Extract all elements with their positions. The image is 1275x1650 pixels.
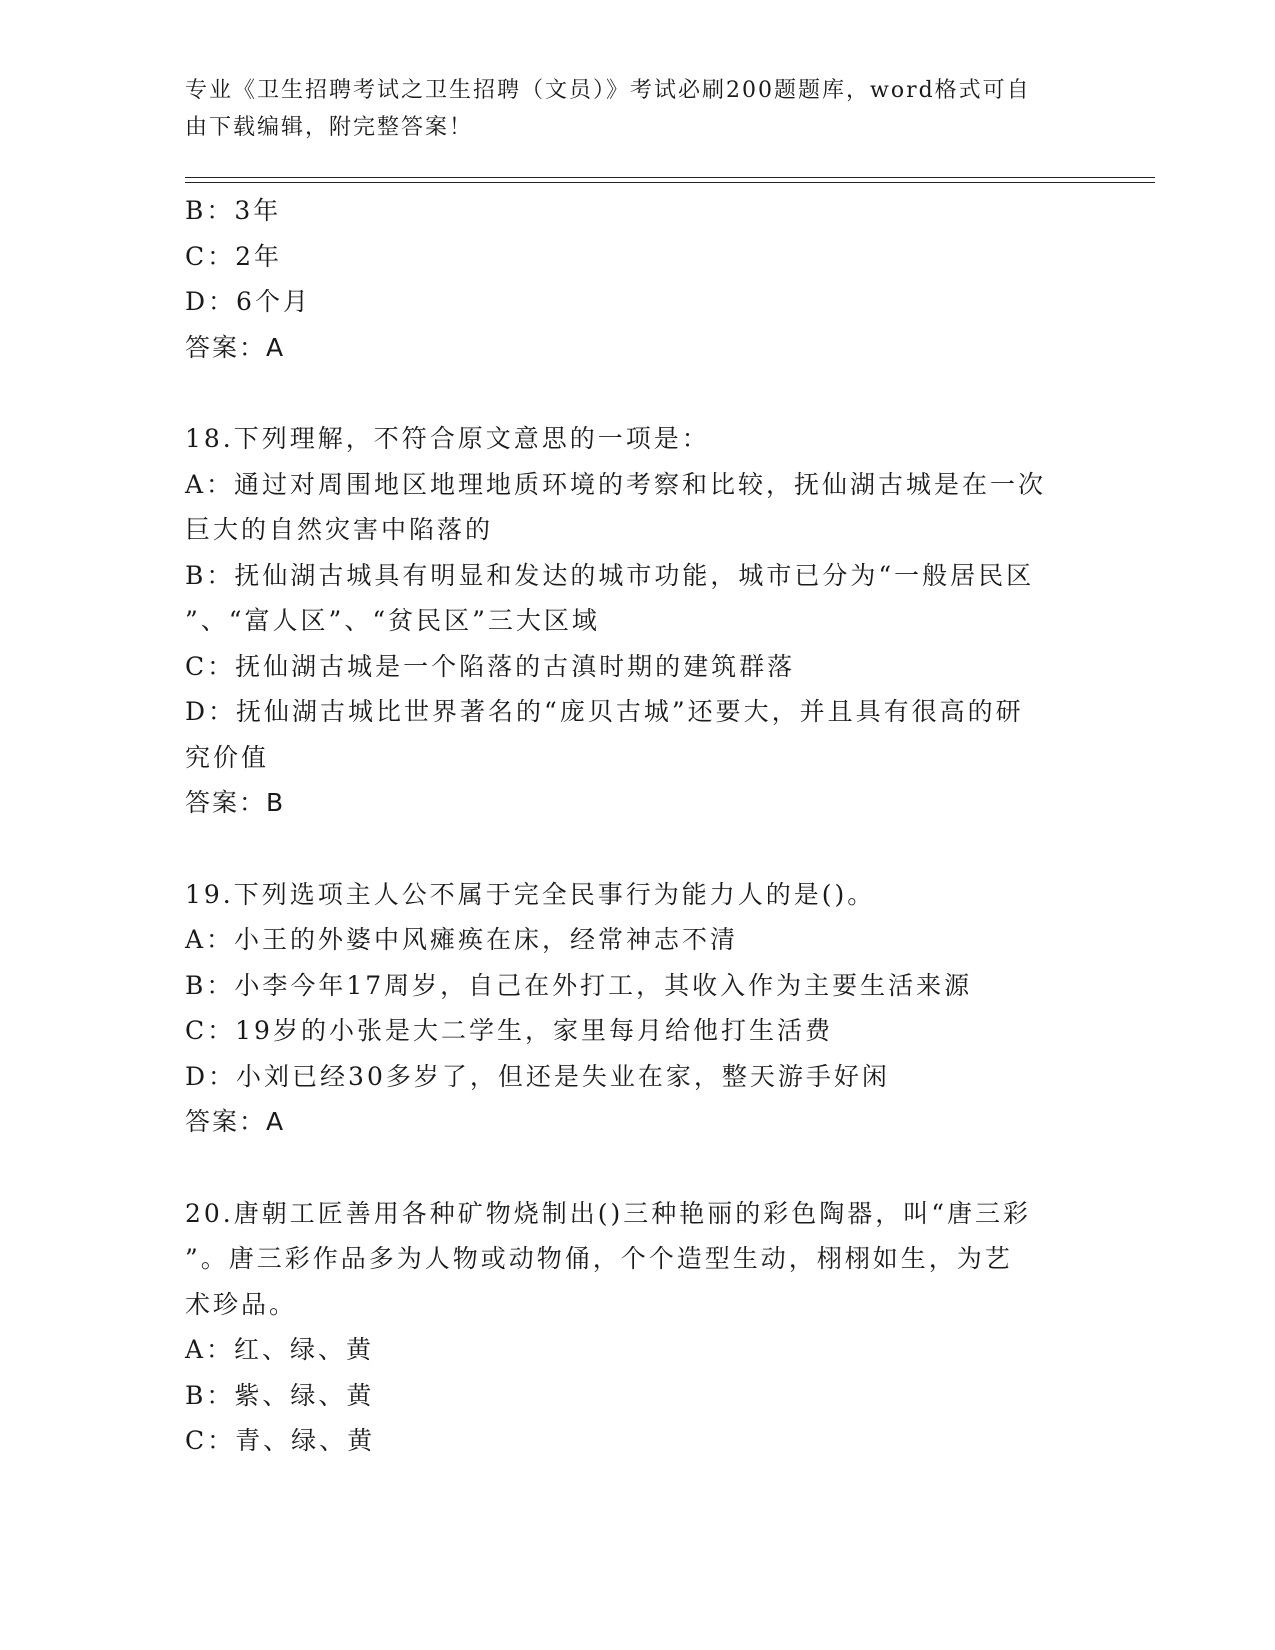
header-divider-bottom — [185, 182, 1155, 183]
option-b: B：小李今年17周岁，自己在外打工，其收入作为主要生活来源 — [185, 970, 973, 1000]
answer: 答案：A — [185, 1107, 286, 1136]
question-stem-continued: 术珍品。 — [185, 1289, 298, 1319]
option-c: C：青、绿、黄 — [185, 1426, 376, 1455]
answer: 答案：A — [185, 332, 286, 362]
option-a-continued: 巨大的自然灾害中陷落的 — [185, 515, 494, 544]
option-d: D：6个月 — [185, 287, 311, 316]
question-stem: 20.唐朝工匠善用各种矿物烧制出()三种艳丽的彩色陶器，叫“唐三彩 — [185, 1198, 1032, 1228]
document-body — [185, 188, 1085, 1464]
header-line-2: 由下载编辑，附完整答案！ — [185, 115, 474, 140]
question-18 — [185, 416, 1085, 826]
header-divider-top — [185, 177, 1155, 178]
header-line-1: 专业《卫生招聘考试之卫生招聘（文员）》考试必刷200题题库，word格式可自 — [185, 78, 1031, 103]
answer: 答案：B — [185, 788, 286, 817]
option-c: C：抚仙湖古城是一个陷落的古滇时期的建筑群落 — [185, 651, 796, 681]
option-b-continued: ”、“富人区”、“贫民区”三大区域 — [185, 606, 600, 635]
question-19 — [185, 872, 1085, 1145]
question-stem-continued: ”。唐三彩作品多为人物或动物俑，个个造型生动，栩栩如生，为艺 — [185, 1244, 1013, 1273]
option-d: D：抚仙湖古城比世界著名的“庞贝古城”还要大，并且具有很高的研 — [185, 697, 1024, 726]
question-stem: 18.下列理解，不符合原文意思的一项是： — [185, 424, 710, 453]
question-20 — [185, 1191, 1085, 1464]
option-d-continued: 究价值 — [185, 742, 270, 772]
document-header — [185, 72, 1065, 146]
option-c: C：19岁的小张是大二学生，家里每月给他打生活费 — [185, 1016, 833, 1045]
question-stem: 19.下列选项主人公不属于完全民事行为能力人的是()。 — [185, 879, 876, 909]
option-a: A：红、绿、黄 — [185, 1335, 375, 1364]
option-b: B：紫、绿、黄 — [185, 1380, 375, 1410]
question-17-tail — [185, 188, 1085, 370]
option-c: C：2年 — [185, 241, 283, 271]
option-b: B：抚仙湖古城具有明显和发达的城市功能，城市已分为“一般居民区 — [185, 560, 1035, 590]
option-d: D：小刘已经30多岁了，但还是失业在家，整天游手好闲 — [185, 1061, 890, 1091]
option-a: A：通过对周围地区地理地质环境的考察和比较，抚仙湖古城是在一次 — [185, 469, 1047, 499]
option-b: B：3年 — [185, 196, 282, 225]
option-a: A：小王的外婆中风瘫痪在床，经常神志不清 — [185, 925, 739, 954]
